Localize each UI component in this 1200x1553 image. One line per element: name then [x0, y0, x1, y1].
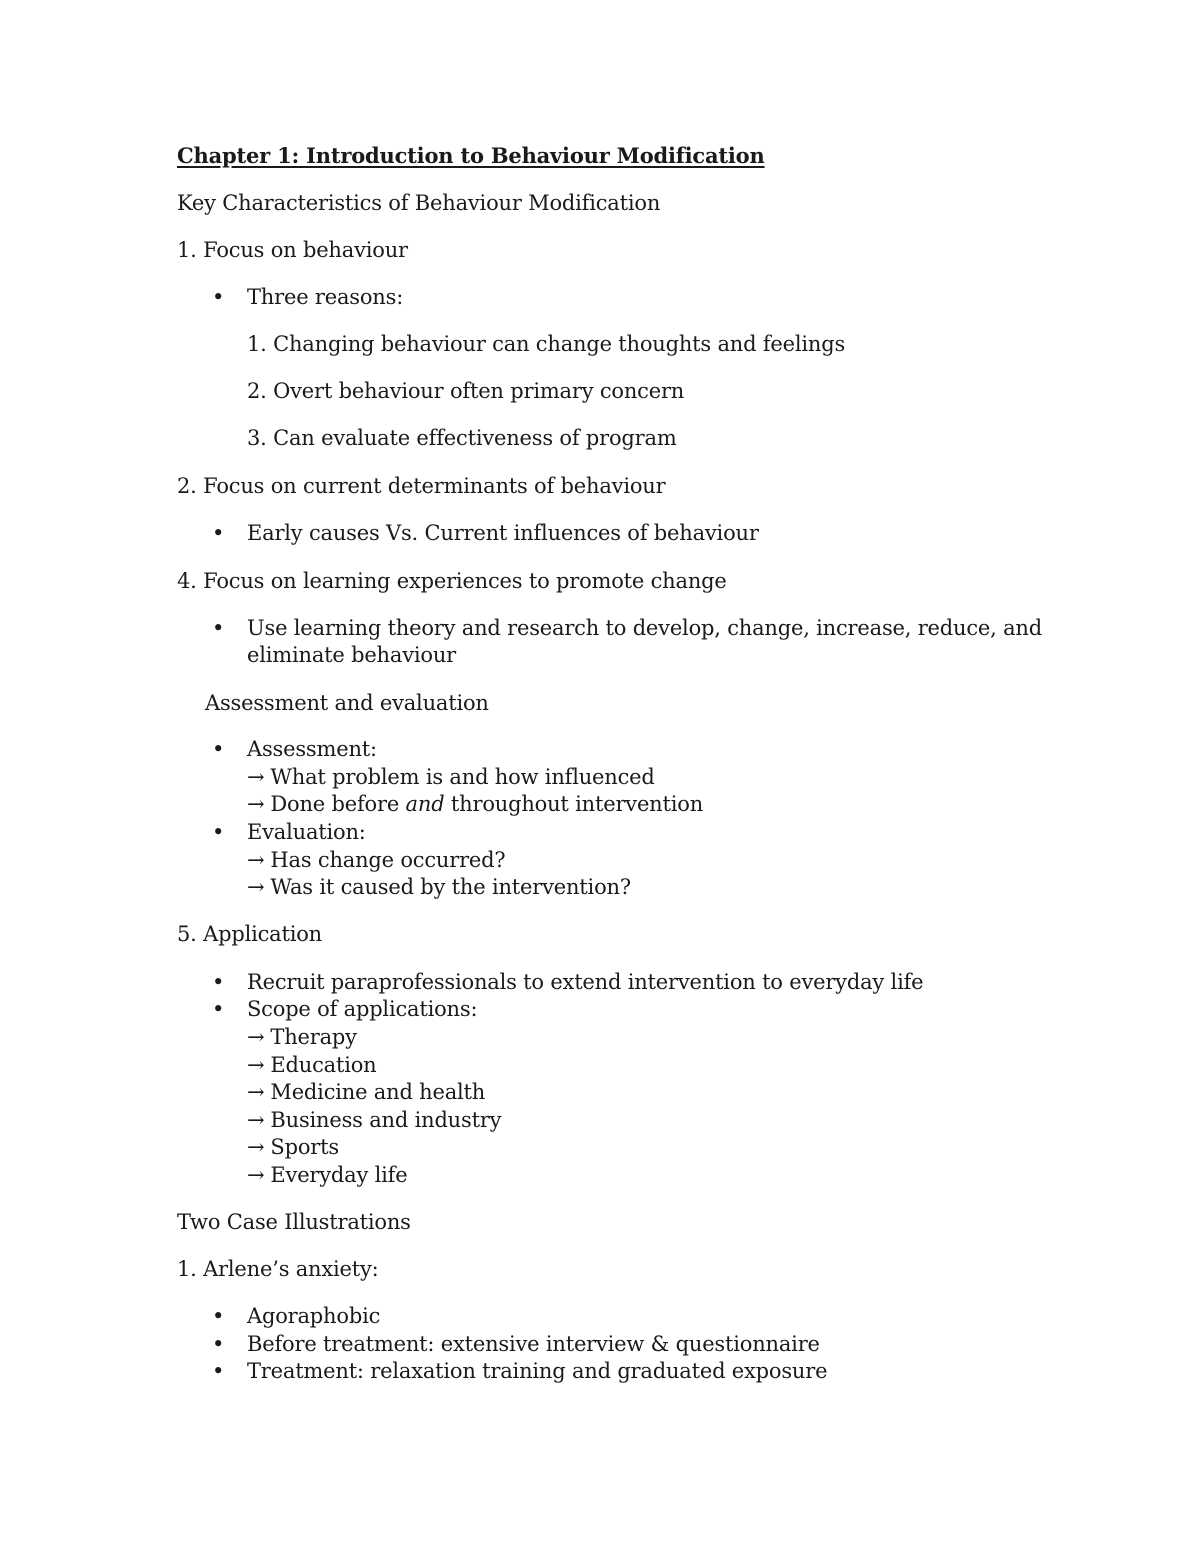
bullet-scope-of-applications: Scope of applications: — [247, 997, 478, 1021]
bullet-marker: • — [212, 737, 225, 761]
section-heading-key-characteristics: Key Characteristics of Behaviour Modification — [177, 191, 661, 215]
arrow-right-icon: → — [247, 875, 265, 899]
bullet-marker: • — [212, 521, 225, 545]
scope-item: → Everyday life — [247, 1163, 408, 1187]
bullet-marker: • — [212, 970, 225, 994]
scope-item: → Medicine and health — [247, 1080, 486, 1104]
case-bullet: Treatment: relaxation training and graduated exposure — [247, 1359, 828, 1383]
arrow-right-icon: → — [247, 1080, 265, 1104]
assessment-point-2: → Done before and throughout intervention — [247, 792, 704, 816]
scope-item: → Sports — [247, 1135, 339, 1159]
arrow-right-icon: → — [247, 1053, 265, 1077]
bullet-learning-theory-line1: Use learning theory and research to develop, change, increase, reduce, and — [247, 616, 1042, 640]
arrow-right-icon: → — [247, 848, 265, 872]
bullet-recruit-paraprofessionals: Recruit paraprofessionals to extend intervention to everyday life — [247, 970, 924, 994]
bullet-marker: • — [212, 1304, 225, 1328]
case-bullet: Before treatment: extensive interview & questionnaire — [247, 1332, 820, 1356]
list-item-learning-experiences: 4. Focus on learning experiences to promote change — [177, 569, 727, 593]
bullet-early-causes: Early causes Vs. Current influences of behaviour — [247, 521, 759, 545]
scope-item: → Business and industry — [247, 1108, 502, 1132]
bullet-marker: • — [212, 1332, 225, 1356]
bullet-three-reasons: Three reasons: — [247, 285, 404, 309]
arrow-right-icon: → — [247, 1163, 265, 1187]
list-item-application: 5. Application — [177, 922, 322, 946]
arrow-right-icon: → — [247, 1108, 265, 1132]
reason-1: 1. Changing behaviour can change thoughts and feelings — [247, 332, 846, 356]
reason-2: 2. Overt behaviour often primary concern — [247, 379, 685, 403]
emphasis-and: and — [405, 792, 445, 816]
bullet-marker: • — [212, 616, 225, 640]
arrow-right-icon: → — [247, 1135, 265, 1159]
scope-item: → Therapy — [247, 1025, 357, 1049]
arrow-right-icon: → — [247, 1025, 265, 1049]
reason-3: 3. Can evaluate effectiveness of program — [247, 426, 677, 450]
list-item-arlenes-anxiety: 1. Arlene’s anxiety: — [177, 1257, 379, 1281]
chapter-title: Chapter 1: Introduction to Behaviour Modification — [177, 143, 765, 168]
bullet-marker: • — [212, 1359, 225, 1383]
subheading-assessment-evaluation: Assessment and evaluation — [205, 691, 489, 715]
bullet-assessment: Assessment: — [247, 737, 377, 761]
assessment-point-1: → What problem is and how influenced — [247, 765, 655, 789]
bullet-marker: • — [212, 285, 225, 309]
bullet-marker: • — [212, 997, 225, 1021]
evaluation-point-2: → Was it caused by the intervention? — [247, 875, 631, 899]
arrow-right-icon: → — [247, 792, 265, 816]
case-bullet: Agoraphobic — [247, 1304, 381, 1328]
arrow-right-icon: → — [247, 765, 265, 789]
list-item-focus-behaviour: 1. Focus on behaviour — [177, 238, 408, 262]
bullet-evaluation: Evaluation: — [247, 820, 366, 844]
bullet-learning-theory-line2: eliminate behaviour — [247, 643, 456, 667]
list-item-current-determinants: 2. Focus on current determinants of behaviour — [177, 474, 666, 498]
section-heading-case-illustrations: Two Case Illustrations — [177, 1210, 411, 1234]
scope-item: → Education — [247, 1053, 377, 1077]
bullet-marker: • — [212, 820, 225, 844]
evaluation-point-1: → Has change occurred? — [247, 848, 506, 872]
